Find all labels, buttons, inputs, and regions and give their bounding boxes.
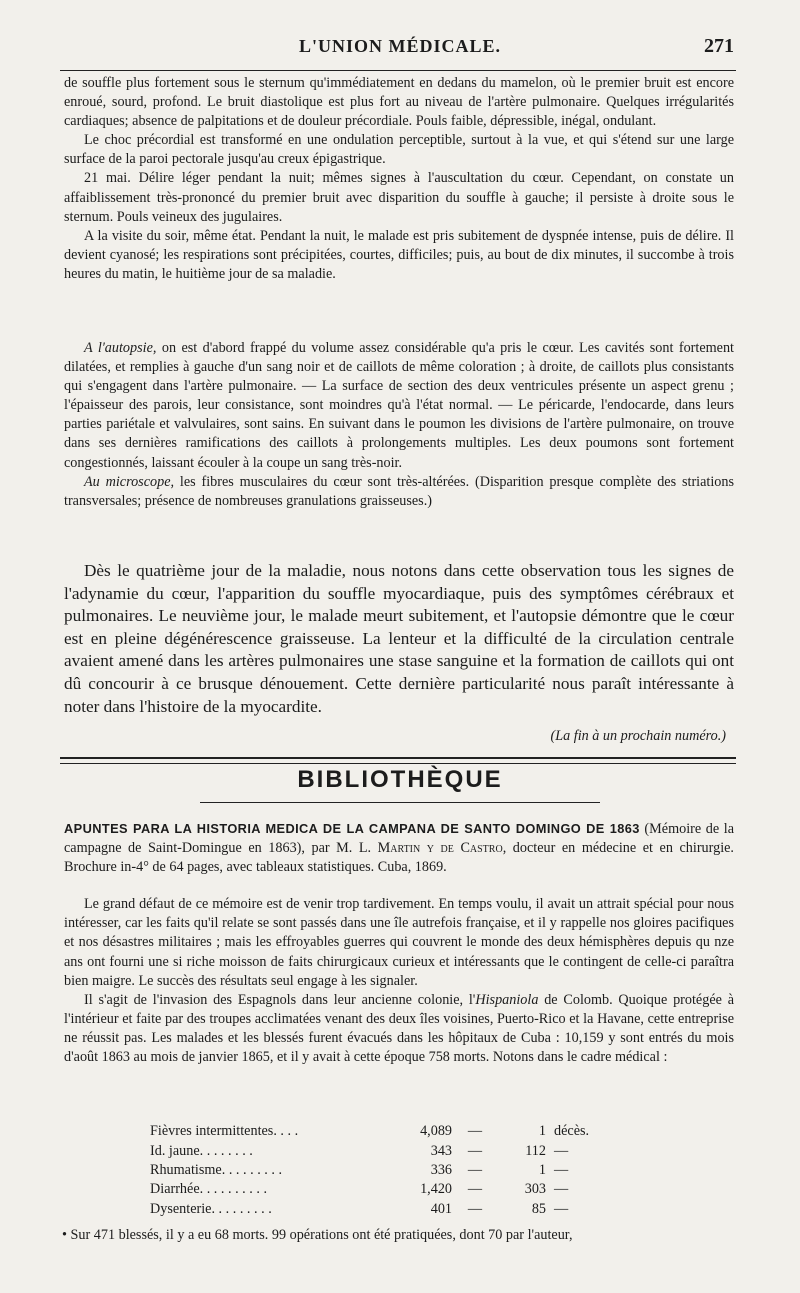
book-review [64,819,734,1067]
dash: — [467,1161,483,1178]
running-title: L'UNION MÉDICALE. [298,36,502,56]
page-number: 271 [704,35,734,57]
conclusion [64,560,734,718]
continued-note [64,727,734,746]
suffix: — [554,1161,569,1178]
disease-label: Rhumatisme. . . . . . . . . [150,1161,283,1178]
section-title-rule [200,802,600,803]
autopsy-lead: A l'autopsie, [84,340,157,356]
disease-label: Diarrhée. . . . . . . . . . [150,1181,268,1198]
dash: — [467,1123,483,1140]
deaths-value: 112 [525,1142,546,1159]
microscope-text: les fibres musculaires du cœur sont très-altérées. (Disparition presque complète des striations transversales; présence de nombreuses granulations graisseuses.) [64,473,734,509]
paragraph: 21 mai. Délire léger pendant la nuit; mêmes signes à l'auscultation du cœur. Cependant, on constate un affaiblissement très-prononcé du premier bruit avec disparition du souffle à gauche; il persiste à droite sous le sternum. Pouls veineux des jugulaires. [64,170,734,225]
disease-label: Fièvres intermittentes. . . . [150,1123,299,1140]
paragraph: Le choc précordial est transformé en une ondulation perceptible, surtout à la vue, et qui s'étend sur une large surface de la paroi pectorale jusqu'au creux épigastrique. [64,132,734,168]
review-text: Il s'agit de l'invasion des Espagnols dans leur ancienne colonie, l' [84,991,476,1008]
page-header [60,36,740,66]
review-emphasis: Hispaniola [475,991,539,1008]
cases-value: 336 [430,1161,452,1178]
review-paragraph [64,991,734,1067]
review-paragraph: Le grand défaut de ce mémoire est de venir trop tardivement. En temps voulu, il avait un attrait spécial pour nous intéresser, car les faits qu'il relate se sont passés dans une île autrefois française, et il y rappelle nos gloires pacifiques et nos désastres militaires ; mais les effroyables guerres qui couvrent le monde des deux hémisphères depuis qu nze ans ont fourni une si riche moisson de faits chirurgicaux curieux et intéressants que le contingent de celle-ci paraîtra bien maigre. Le succès des résultats seul engage à les signaler. [64,896,734,989]
author-name: M. L. Martin y de Castro [336,840,503,857]
suffix: — [554,1200,569,1217]
continued-note-text: (La fin à un prochain numéro.) [550,728,726,744]
book-reference [64,819,734,877]
microscope-lead: Au microscope, [84,473,175,490]
deaths-value: 1 [538,1123,546,1140]
work-title: APUNTES PARA LA HISTORIA MEDICA DE LA CAMPANA DE SANTO DOMINGO DE 1863 [64,821,640,836]
autopsy-report [64,339,734,511]
table-row [150,1122,624,1141]
suffix: — [554,1142,569,1159]
deaths-value: 1 [538,1161,546,1178]
dash: — [467,1142,483,1159]
dash: — [467,1181,483,1198]
cases-value: 343 [430,1142,452,1159]
section-title: BIBLIOTHÈQUE [297,766,503,793]
work-description: (Mémoire de la campagne de Saint-Domingue en 1863), par [64,821,734,857]
header-rule [60,70,736,71]
table-row [150,1180,624,1199]
review-text: de Colomb. Quoique protégée à l'intérieur et faite par des troupes acclimatées venant des deux îles voisines, Puerto-Rico et la Havane, cette entreprise ne réussit pas. Les malades et les blessés furent évacués dans les hôpitaux de Cuba : 10,159 y sont entrés du mois d'août 1863 au mois de janvier 1865, et il y avait à cette époque 758 morts. Notons dans le cadre médical : [64,991,735,1066]
table-row [150,1200,624,1219]
continued-note-wrap [64,727,734,746]
cases-value: 401 [430,1200,452,1217]
deaths-value: 85 [531,1200,546,1217]
dash: — [467,1200,483,1217]
suffix: — [554,1181,569,1198]
cases-value: 1,420 [420,1181,452,1198]
paragraph: de souffle plus fortement sous le sternum qu'immédiatement en dedans du mamelon, où le premier bruit est encore enroué, sourd, profond. Le bruit diastolique est plus fort au niveau de l'artère pulmonaire. Quelques irrégularités cardiaques; absence de palpitations et de douleur précordiale. Pouls faible, dépressible, inégal, ondulant. [64,75,734,130]
autopsy-paragraph [64,339,734,473]
work-details: , docteur en médecine et en chirurgie. Brochure in-4° de 64 pages, avec tableaux statistiques. Cuba, 1869. [64,840,734,876]
conclusion-paragraph: Dès le quatrième jour de la maladie, nous notons dans cette observation tous les signes de l'adynamie du cœur, l'apparition du souffle myocardiaque, puis des symptômes cérébraux et pulmonaires. Le neuvième jour, le malade meurt subitement, et l'autopsie démontre que le cœur est en pleine dégénérescence graisseuse. La lenteur et la difficulté de la circulation centrale avaient amené dans les artères pulmonaires une stase sanguine et la formation de caillots qui ont dû concourir à ce brusque dénouement. Cette dernière particularité nous paraît intéressante à noter dans l'histoire de la myocardite. [64,561,734,716]
paragraph: A la visite du soir, même état. Pendant la nuit, le malade est pris subitement de dyspnée intense, puis de délire. Il devient cyanosé; les respirations sont précipitées, courtes, difficiles; puis, au bout de dix minutes, il succombe à trois heures du matin, le huitième jour de sa maladie. [64,227,734,282]
deaths-value: 303 [524,1181,546,1198]
disease-label: Dysenterie. . . . . . . . . [150,1200,272,1217]
suffix: décès. [554,1123,590,1140]
table-row [150,1161,624,1180]
table-row [150,1141,624,1160]
autopsy-text: on est d'abord frappé du volume assez considérable qu'a pris le cœur. Les cavités sont fortement dilatées, et remplies à gauche d'un sang noir et de caillots de même coloration ; à droite, de caillots plus consistants qui s'engagent dans l'artère pulmonaire. — La surface de section des deux ventricules présente un aspect grenu ; l'épaisseur des parois, leur consistance, sont moindres qu'à l'état normal. — Le péricarde, l'endocarde, dans leurs parties pariétale et valvulaires, sont sains. En suivant dans le poumon les divisions de l'artère pulmonaire, on trouve dans ses dernières ramifications des caillots à prolongements multiples. Les deux poumons sont fortement congestionnés, laissant écouler à la coupe un sang très-noir. [64,340,734,471]
cases-value: 4,089 [420,1123,452,1140]
disease-label: Id. jaune. . . . . . . . [150,1142,253,1159]
footer-line: • Sur 471 blessés, il y a eu 68 morts. 99 opérations ont été pratiquées, dont 70 par l'auteur, [62,1227,573,1243]
section-divider [60,757,736,764]
statistics-table [150,1122,624,1219]
case-notes [64,74,734,284]
microscope-paragraph [64,473,734,511]
